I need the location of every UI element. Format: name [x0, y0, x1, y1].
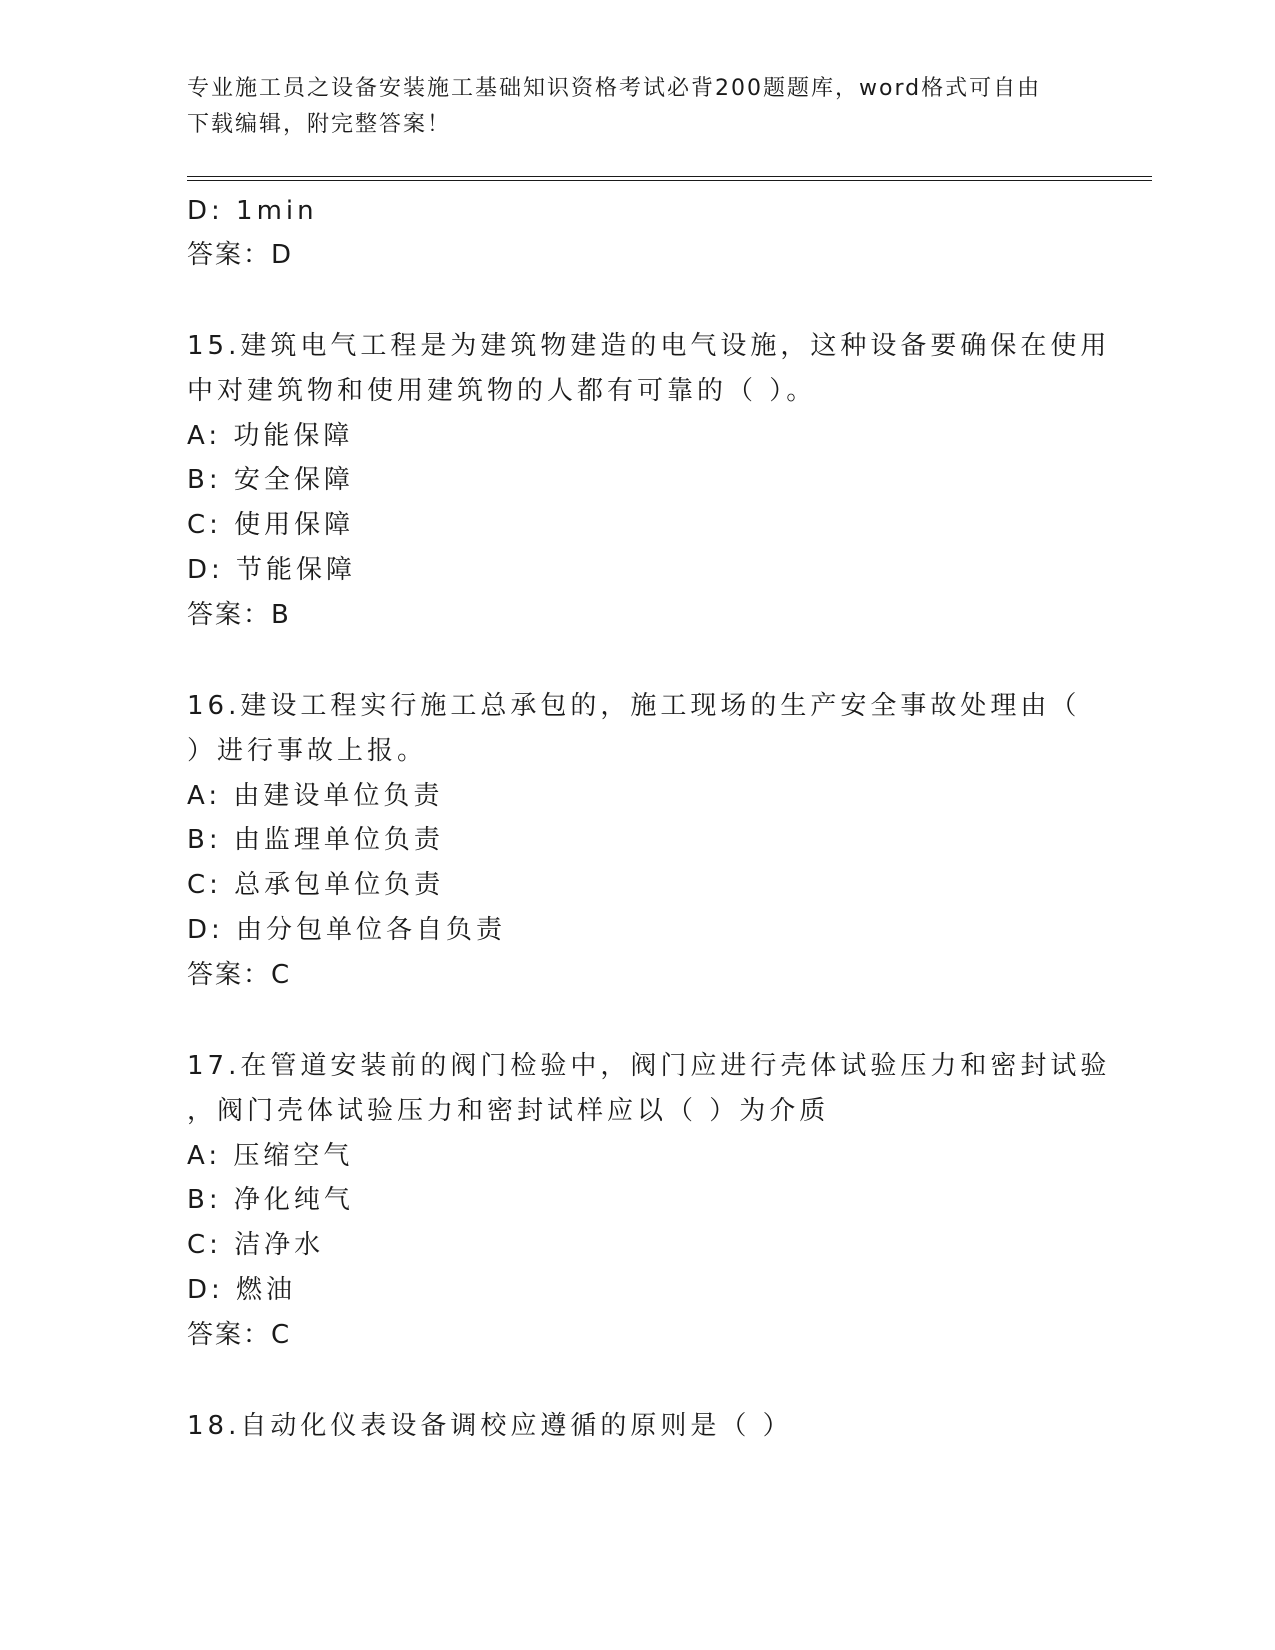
option-a: A: 由建设单位负责 — [187, 781, 444, 811]
option-b: B: 安全保障 — [187, 465, 354, 495]
header-divider-top — [187, 176, 1152, 177]
question-text-line-2: ）进行事故上报。 — [187, 736, 428, 766]
option-d: D: 1min — [187, 196, 318, 226]
option-b: B: 由监理单位负责 — [187, 825, 444, 855]
option-b: B: 净化纯气 — [187, 1185, 354, 1215]
option-d: D: 燃油 — [187, 1275, 297, 1305]
question-text-line-2: ，阀门壳体试验压力和密封试样应以（ ）为介质 — [187, 1096, 830, 1126]
answer-line: 答案：B — [187, 600, 291, 630]
question-text-line-1: 18.自动化仪表设备调校应遵循的原则是（ ） — [187, 1411, 793, 1441]
doc-header-line-2: 下载编辑，附完整答案！ — [187, 112, 452, 137]
question-text-line-1: 17.在管道安装前的阀门检验中，阀门应进行壳体试验压力和密封试验 — [187, 1051, 1111, 1081]
answer-line: 答案：D — [187, 240, 294, 270]
doc-header-line-1: 专业施工员之设备安装施工基础知识资格考试必背200题题库，word格式可自由 — [187, 76, 1042, 101]
answer-line: 答案：C — [187, 960, 292, 990]
question-text-line-1: 16.建设工程实行施工总承包的，施工现场的生产安全事故处理由（ — [187, 691, 1081, 721]
option-c: C: 洁净水 — [187, 1230, 325, 1260]
option-d: D: 节能保障 — [187, 555, 357, 585]
option-a: A: 压缩空气 — [187, 1141, 354, 1171]
option-d: D: 由分包单位各自负责 — [187, 915, 507, 945]
option-c: C: 总承包单位负责 — [187, 870, 445, 900]
option-c: C: 使用保障 — [187, 510, 355, 540]
question-text-line-2: 中对建筑物和使用建筑物的人都有可靠的（ ）。 — [187, 376, 817, 406]
question-text-line-1: 15.建筑电气工程是为建筑物建造的电气设施，这种设备要确保在使用 — [187, 331, 1111, 361]
answer-line: 答案：C — [187, 1320, 292, 1350]
header-divider-bottom — [187, 180, 1152, 181]
option-a: A: 功能保障 — [187, 421, 354, 451]
